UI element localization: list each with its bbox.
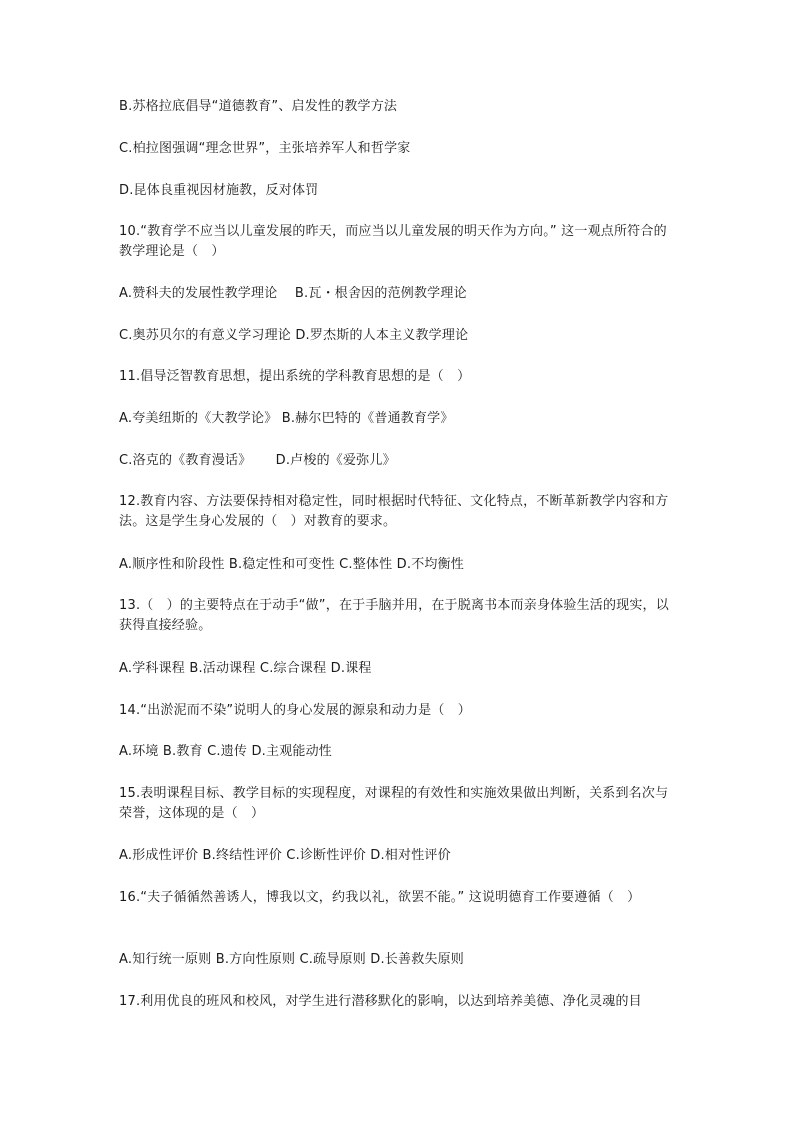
option-c-plato: C.柏拉图强调“理念世界”，主张培养军人和哲学家: [119, 141, 411, 156]
question-11: 11.倡导泛智教育思想，提出系统的学科教育思想的是（ ）: [119, 369, 471, 384]
question-14-options: A.环境 B.教育 C.遗传 D.主观能动性: [119, 744, 332, 759]
question-17: 17.利用优良的班风和校风，对学生进行潜移默化的影响，以达到培养美德、净化灵魂的目: [119, 994, 642, 1009]
question-10: 10.“教育学不应当以儿童发展的昨天，而应当以儿童发展的明天作为方向。” 这一观点所符合的教学理论是（ ）: [119, 224, 667, 259]
question-12: 12.教育内容、方法要保持相对稳定性，同时根据时代特征、文化特点，不断革新教学内容和方法。这是学生身心发展的（ ）对教育的要求。: [119, 494, 669, 529]
question-13-options: A.学科课程 B.活动课程 C.综合课程 D.课程: [119, 661, 372, 676]
question-15: 15.表明课程目标、教学目标的实现程度，对课程的有效性和实施效果做出判断，关系到名次与荣誉，这体现的是（ ）: [119, 786, 669, 821]
option-b-socrates: B.苏格拉底倡导“道德教育”、启发性的教学方法: [119, 99, 398, 114]
question-15-options: A.形成性评价 B.终结性评价 C.诊断性评价 D.相对性评价: [119, 848, 451, 863]
question-16: 16.“夫子循循然善诱人，博我以文，约我以礼，欲罢不能。” 这说明德育工作要遵循（ ）: [119, 890, 641, 905]
question-10-options-cd: C.奥苏贝尔的有意义学习理论 D.罗杰斯的人本主义教学理论: [119, 328, 469, 343]
question-16-options: A.知行统一原则 B.方向性原则 C.疏导原则 D.长善救失原则: [119, 952, 464, 967]
question-10-options-ab: A.赞科夫的发展性教学理论 B.瓦・根舍因的范例教学理论: [119, 286, 467, 301]
question-14: 14.“出淤泥而不染”说明人的身心发展的源泉和动力是（ ）: [119, 703, 471, 718]
question-11-options-ab: A.夸美纽斯的《大教学论》 B.赫尔巴特的《普通教育学》: [119, 411, 454, 426]
question-12-options: A.顺序性和阶段性 B.稳定性和可变性 C.整体性 D.不均衡性: [119, 557, 464, 572]
question-13: 13.（ ）的主要特点在于动手“做”，在于手脑并用，在于脱离书本而亲身体验生活的现实，以获得直接经验。: [119, 598, 669, 633]
option-d-quintilian: D.昆体良重视因材施教，反对体罚: [119, 183, 319, 198]
question-11-options-cd: C.洛克的《教育漫话》 D.卢梭的《爱弥儿》: [119, 453, 396, 468]
